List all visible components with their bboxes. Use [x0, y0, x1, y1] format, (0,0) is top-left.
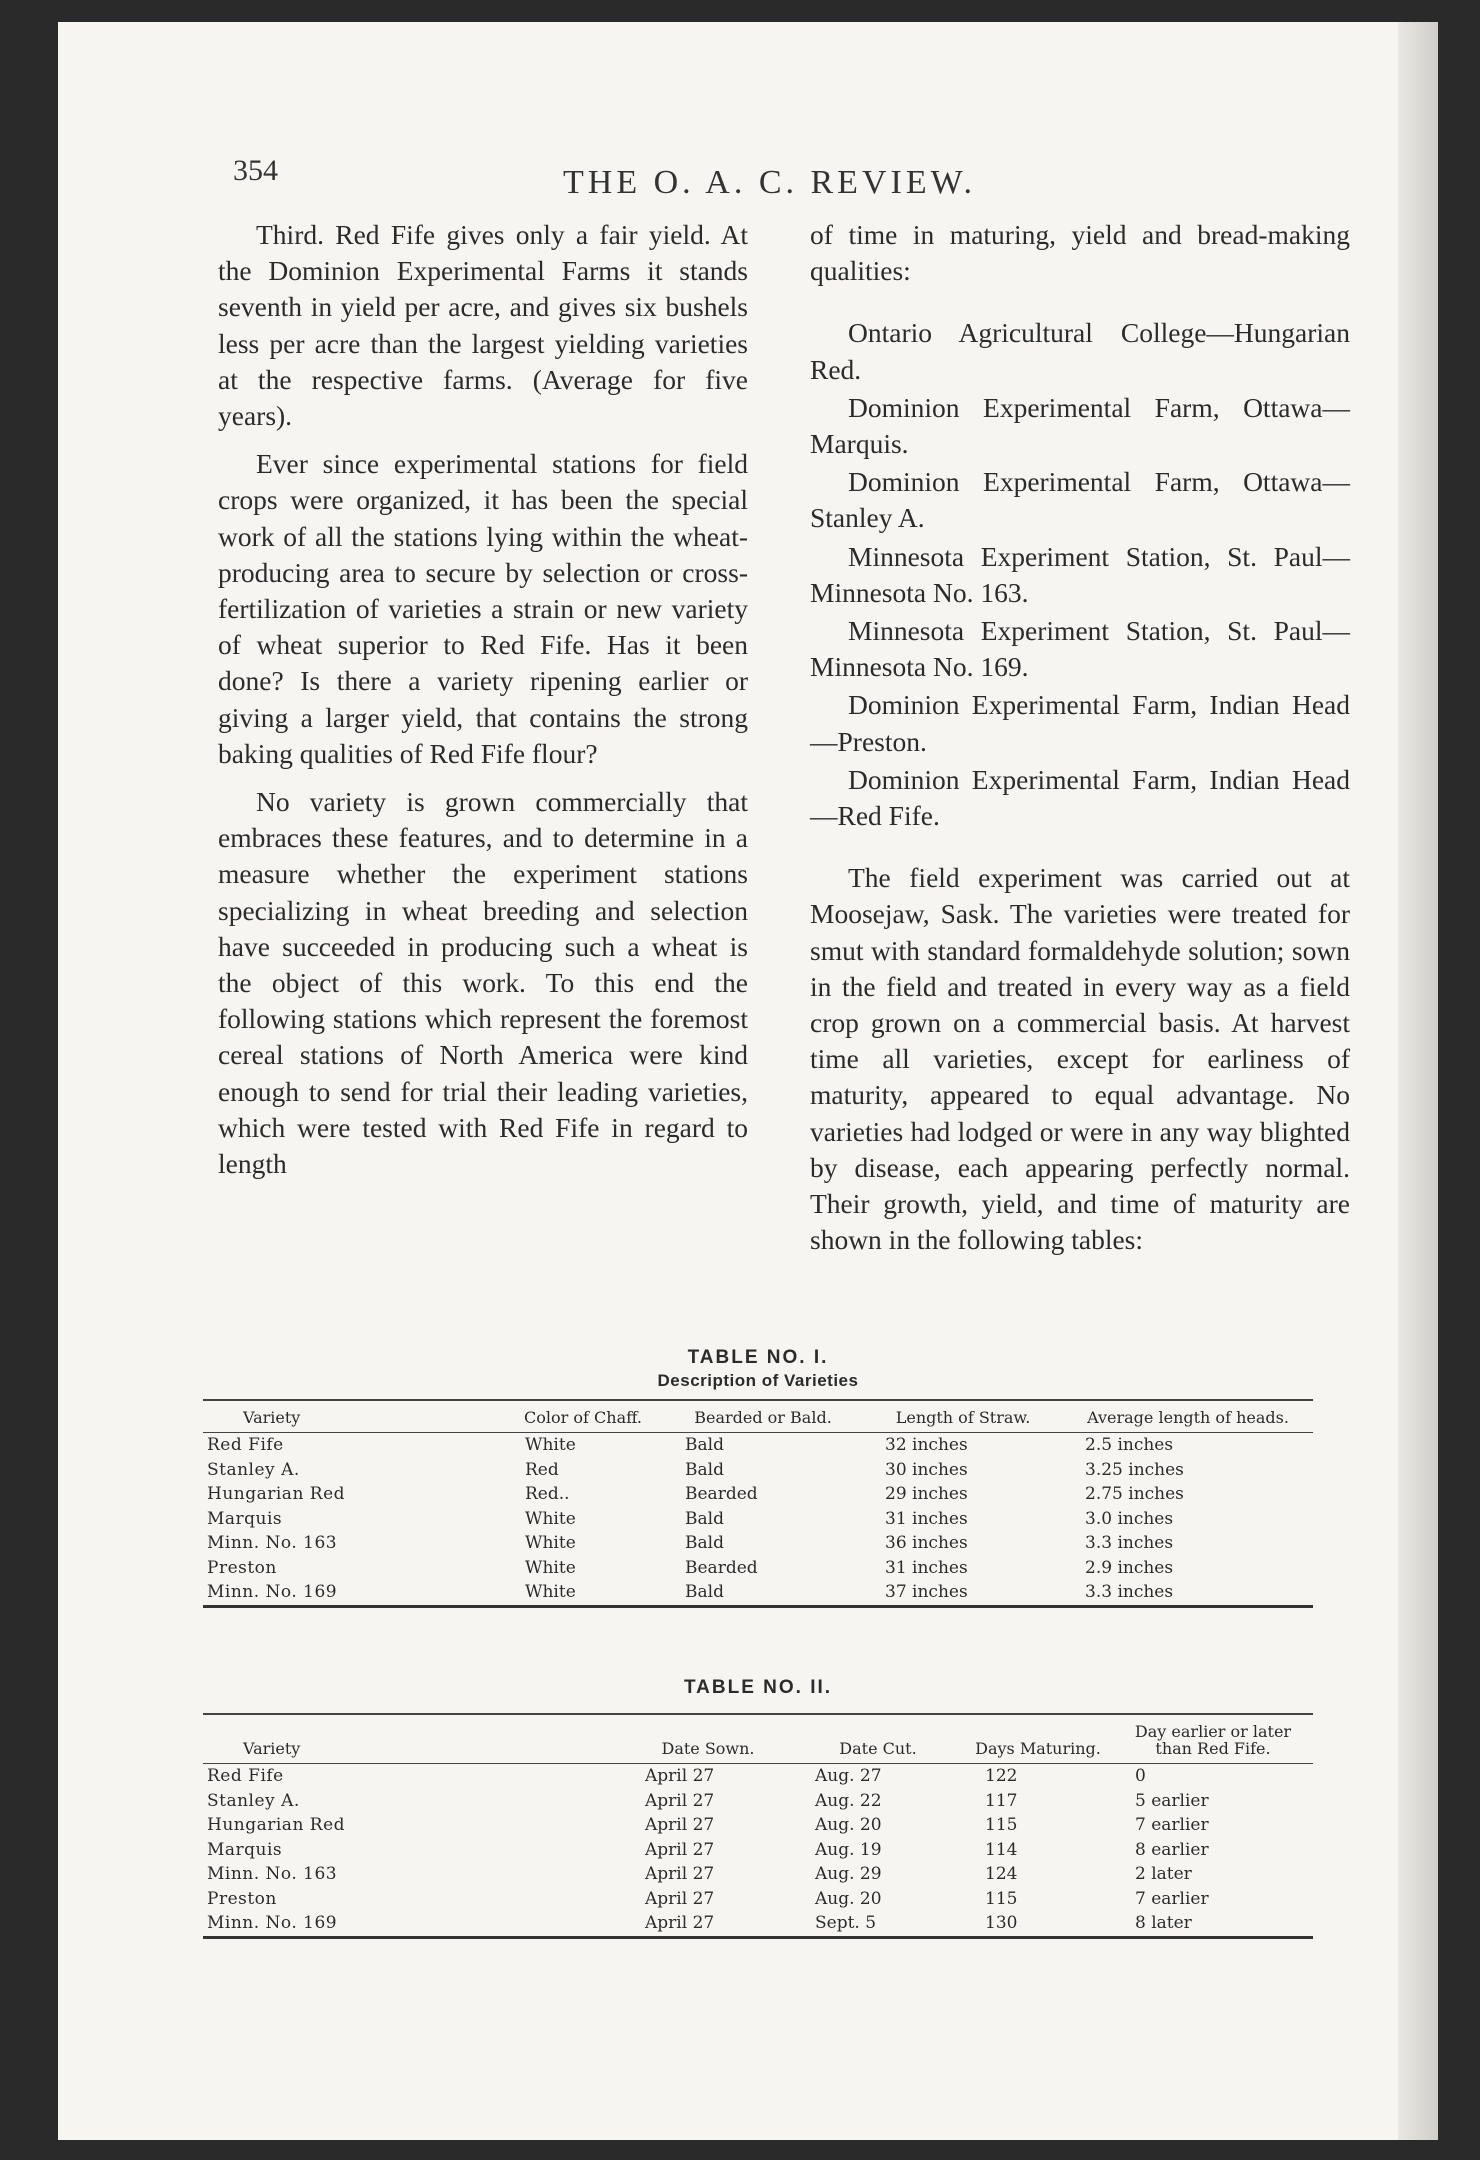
- table-cell: 124: [985, 1864, 1018, 1885]
- column-header: Color of Chaff.: [503, 1400, 663, 1433]
- table-cell: April 27: [645, 1864, 715, 1885]
- table-cell: Red: [525, 1459, 559, 1480]
- table-cell: 37 inches: [885, 1582, 968, 1603]
- table-cell: 115: [985, 1815, 1018, 1836]
- page-number: 354: [233, 154, 278, 187]
- left-column: [218, 217, 748, 1194]
- table-2-header-row: [203, 1714, 1313, 1764]
- column-header: Average length of heads.: [1063, 1400, 1313, 1433]
- table-cell: 0: [1135, 1766, 1146, 1787]
- table-cell: Bald: [685, 1533, 724, 1554]
- station-entry: Dominion Experimental Farm, Indian Head—Preston.: [810, 689, 1350, 757]
- variety-cell: Minn. No. 163: [207, 1533, 338, 1554]
- variety-cell: Hungarian Red: [207, 1484, 346, 1505]
- table-cell: Aug. 29: [815, 1864, 882, 1885]
- table-cell: April 27: [645, 1888, 715, 1909]
- variety-cell: Preston: [207, 1888, 277, 1909]
- table-cell: White: [525, 1557, 576, 1578]
- table-1-grid: [203, 1399, 1313, 1608]
- right-column: [810, 217, 1350, 1270]
- table-cell: 29 inches: [885, 1484, 968, 1505]
- station-entry: Minnesota Experiment Station, St. Paul—Minnesota No. 163.: [810, 540, 1350, 608]
- table-row: [203, 1556, 1313, 1581]
- table-cell: 2.9 inches: [1085, 1557, 1174, 1578]
- variety-cell: Hungarian Red: [207, 1815, 346, 1836]
- column-header: Date Cut.: [793, 1714, 963, 1764]
- table-cell: White: [525, 1435, 576, 1456]
- table-cell: 2.75 inches: [1085, 1484, 1184, 1505]
- variety-cell: Red Fife: [207, 1766, 284, 1787]
- table-row: [203, 1789, 1313, 1814]
- table-cell: 31 inches: [885, 1508, 968, 1529]
- table-cell: Bearded: [685, 1484, 758, 1505]
- table-cell: 32 inches: [885, 1435, 968, 1456]
- table-cell: 115: [985, 1888, 1018, 1909]
- variety-cell: Stanley A.: [207, 1459, 300, 1480]
- table-cell: 3.3 inches: [1085, 1533, 1174, 1554]
- table-2-title: TABLE NO. II.: [683, 1677, 833, 1698]
- table-row: [203, 1433, 1313, 1458]
- table-cell: 2.5 inches: [1085, 1435, 1174, 1456]
- variety-cell: Minn. No. 169: [207, 1913, 338, 1934]
- table-row: [203, 1458, 1313, 1483]
- table-cell: Bald: [685, 1435, 724, 1456]
- table-row: [203, 1862, 1313, 1887]
- paragraph: Ever since experimental stations for field crops were organized, it has been the special work of all the stations lying within the wheat-producing area to secure by selection or cross-fertilization of varieties a strain or new variety of wheat superior to Red Fife. Has it been done? Is there a variety ripening earlier or giving a larger yield, that contains the strong baking qualities of Red Fife flour?: [218, 448, 748, 769]
- station-entry: Minnesota Experiment Station, St. Paul—Minnesota No. 169.: [810, 615, 1350, 683]
- table-cell: 3.0 inches: [1085, 1508, 1174, 1529]
- paragraph: No variety is grown commercially that embraces these features, and to determine in a measure whether the experiment stations specializing in wheat breeding and selection have succeeded in producing such a wheat is the object of this work. To this end the following stations which represent the foremost cereal stations of North America were kind enough to send for trial their leading varieties, which were tested with Red Fife in regard to length: [218, 786, 748, 1180]
- column-header: Date Sown.: [623, 1714, 793, 1764]
- station-entry: Ontario Agricultural College—Hungarian Red.: [810, 317, 1350, 385]
- column-header: Length of Straw.: [863, 1400, 1063, 1433]
- table-cell: April 27: [645, 1790, 715, 1811]
- paragraph: Third. Red Fife gives only a fair yield. At the Dominion Experimental Farms it stands seventh in yield per acre, and gives six bushels less per acre than the largest yielding varieties at the respective farms. (Average for five years).: [218, 219, 748, 432]
- station-entry: Dominion Experimental Farm, Ottawa—Marquis.: [810, 391, 1350, 460]
- table-cell: Red..: [525, 1484, 570, 1505]
- table-cell: Aug. 20: [815, 1815, 882, 1836]
- table-cell: White: [525, 1533, 576, 1554]
- table-row: [203, 1887, 1313, 1912]
- scanned-page: [58, 22, 1438, 2140]
- variety-cell: Stanley A.: [207, 1790, 300, 1811]
- table-cell: Aug. 19: [815, 1839, 882, 1860]
- table-cell: Bearded: [685, 1557, 758, 1578]
- table-cell: April 27: [645, 1766, 715, 1787]
- table-cell: 5 earlier: [1135, 1790, 1209, 1811]
- table-row: [203, 1531, 1313, 1556]
- column-header: Day earlier or later than Red Fife.: [1113, 1714, 1313, 1764]
- table-cell: 8 later: [1135, 1913, 1192, 1934]
- table-cell: 3.3 inches: [1085, 1582, 1174, 1603]
- page-gutter: [1398, 22, 1438, 2140]
- variety-cell: Marquis: [207, 1508, 283, 1529]
- table-row: [203, 1580, 1313, 1606]
- table-cell: 8 earlier: [1135, 1839, 1209, 1860]
- running-title: THE O. A. C. REVIEW.: [563, 164, 977, 201]
- table-cell: Aug. 20: [815, 1888, 882, 1909]
- table-cell: White: [525, 1508, 576, 1529]
- table-cell: Aug. 22: [815, 1790, 882, 1811]
- table-cell: 122: [985, 1766, 1018, 1787]
- column-header: Variety: [203, 1400, 503, 1433]
- column-header: Days Maturing.: [963, 1714, 1113, 1764]
- table-row: [203, 1507, 1313, 1532]
- table-cell: 30 inches: [885, 1459, 968, 1480]
- table-cell: 31 inches: [885, 1557, 968, 1578]
- table-2: [203, 1677, 1313, 1939]
- table-row: [203, 1813, 1313, 1838]
- table-1-header-row: [203, 1400, 1313, 1433]
- table-cell: April 27: [645, 1839, 715, 1860]
- table-cell: April 27: [645, 1815, 715, 1836]
- station-entry: Dominion Experimental Farm, Indian Head—Red Fife.: [810, 763, 1350, 832]
- variety-cell: Red Fife: [207, 1435, 284, 1456]
- station-entry: Dominion Experimental Farm, Ottawa—Stanley A.: [810, 466, 1350, 534]
- column-header: Variety: [203, 1714, 623, 1764]
- table-cell: 117: [985, 1790, 1018, 1811]
- table-cell: April 27: [645, 1913, 715, 1934]
- variety-cell: Marquis: [207, 1839, 283, 1860]
- variety-cell: Minn. No. 169: [207, 1582, 338, 1603]
- table-row: [203, 1482, 1313, 1507]
- table-cell: Bald: [685, 1459, 724, 1480]
- variety-cell: Preston: [207, 1557, 277, 1578]
- table-cell: White: [525, 1582, 576, 1603]
- column-header: Bearded or Bald.: [663, 1400, 863, 1433]
- variety-cell: Minn. No. 163: [207, 1864, 338, 1885]
- table-cell: 36 inches: [885, 1533, 968, 1554]
- table-1-title: TABLE NO. I.: [687, 1347, 829, 1368]
- table-cell: 7 earlier: [1135, 1888, 1209, 1909]
- table-2-grid: [203, 1713, 1313, 1939]
- table-1-subtitle: Description of Varieties: [657, 1371, 859, 1390]
- paragraph: The field experiment was carried out at Moosejaw, Sask. The varieties were treated for smut with standard formaldehyde solution; sown in the field and treated in every way as a field crop grown on a commercial basis. At harvest time all varieties, except for earliness of maturity, appeared to equal advantage. No varieties had lodged or were in any way blighted by disease, each appearing perfectly normal. Their growth, yield, and time of maturity are shown in the following tables:: [810, 862, 1350, 1256]
- table-1: [203, 1347, 1313, 1608]
- table-cell: Bald: [685, 1508, 724, 1529]
- table-row: [203, 1764, 1313, 1789]
- table-cell: Aug. 27: [815, 1766, 882, 1787]
- table-cell: 114: [985, 1839, 1018, 1860]
- table-cell: 3.25 inches: [1085, 1459, 1184, 1480]
- table-row: [203, 1838, 1313, 1863]
- table-cell: 2 later: [1135, 1864, 1192, 1885]
- table-cell: 7 earlier: [1135, 1815, 1209, 1836]
- table-cell: 130: [985, 1913, 1018, 1934]
- table-cell: Bald: [685, 1582, 724, 1603]
- table-cell: Sept. 5: [815, 1913, 877, 1934]
- table-row: [203, 1911, 1313, 1937]
- paragraph-continuation: of time in maturing, yield and bread-making qualities:: [810, 219, 1350, 287]
